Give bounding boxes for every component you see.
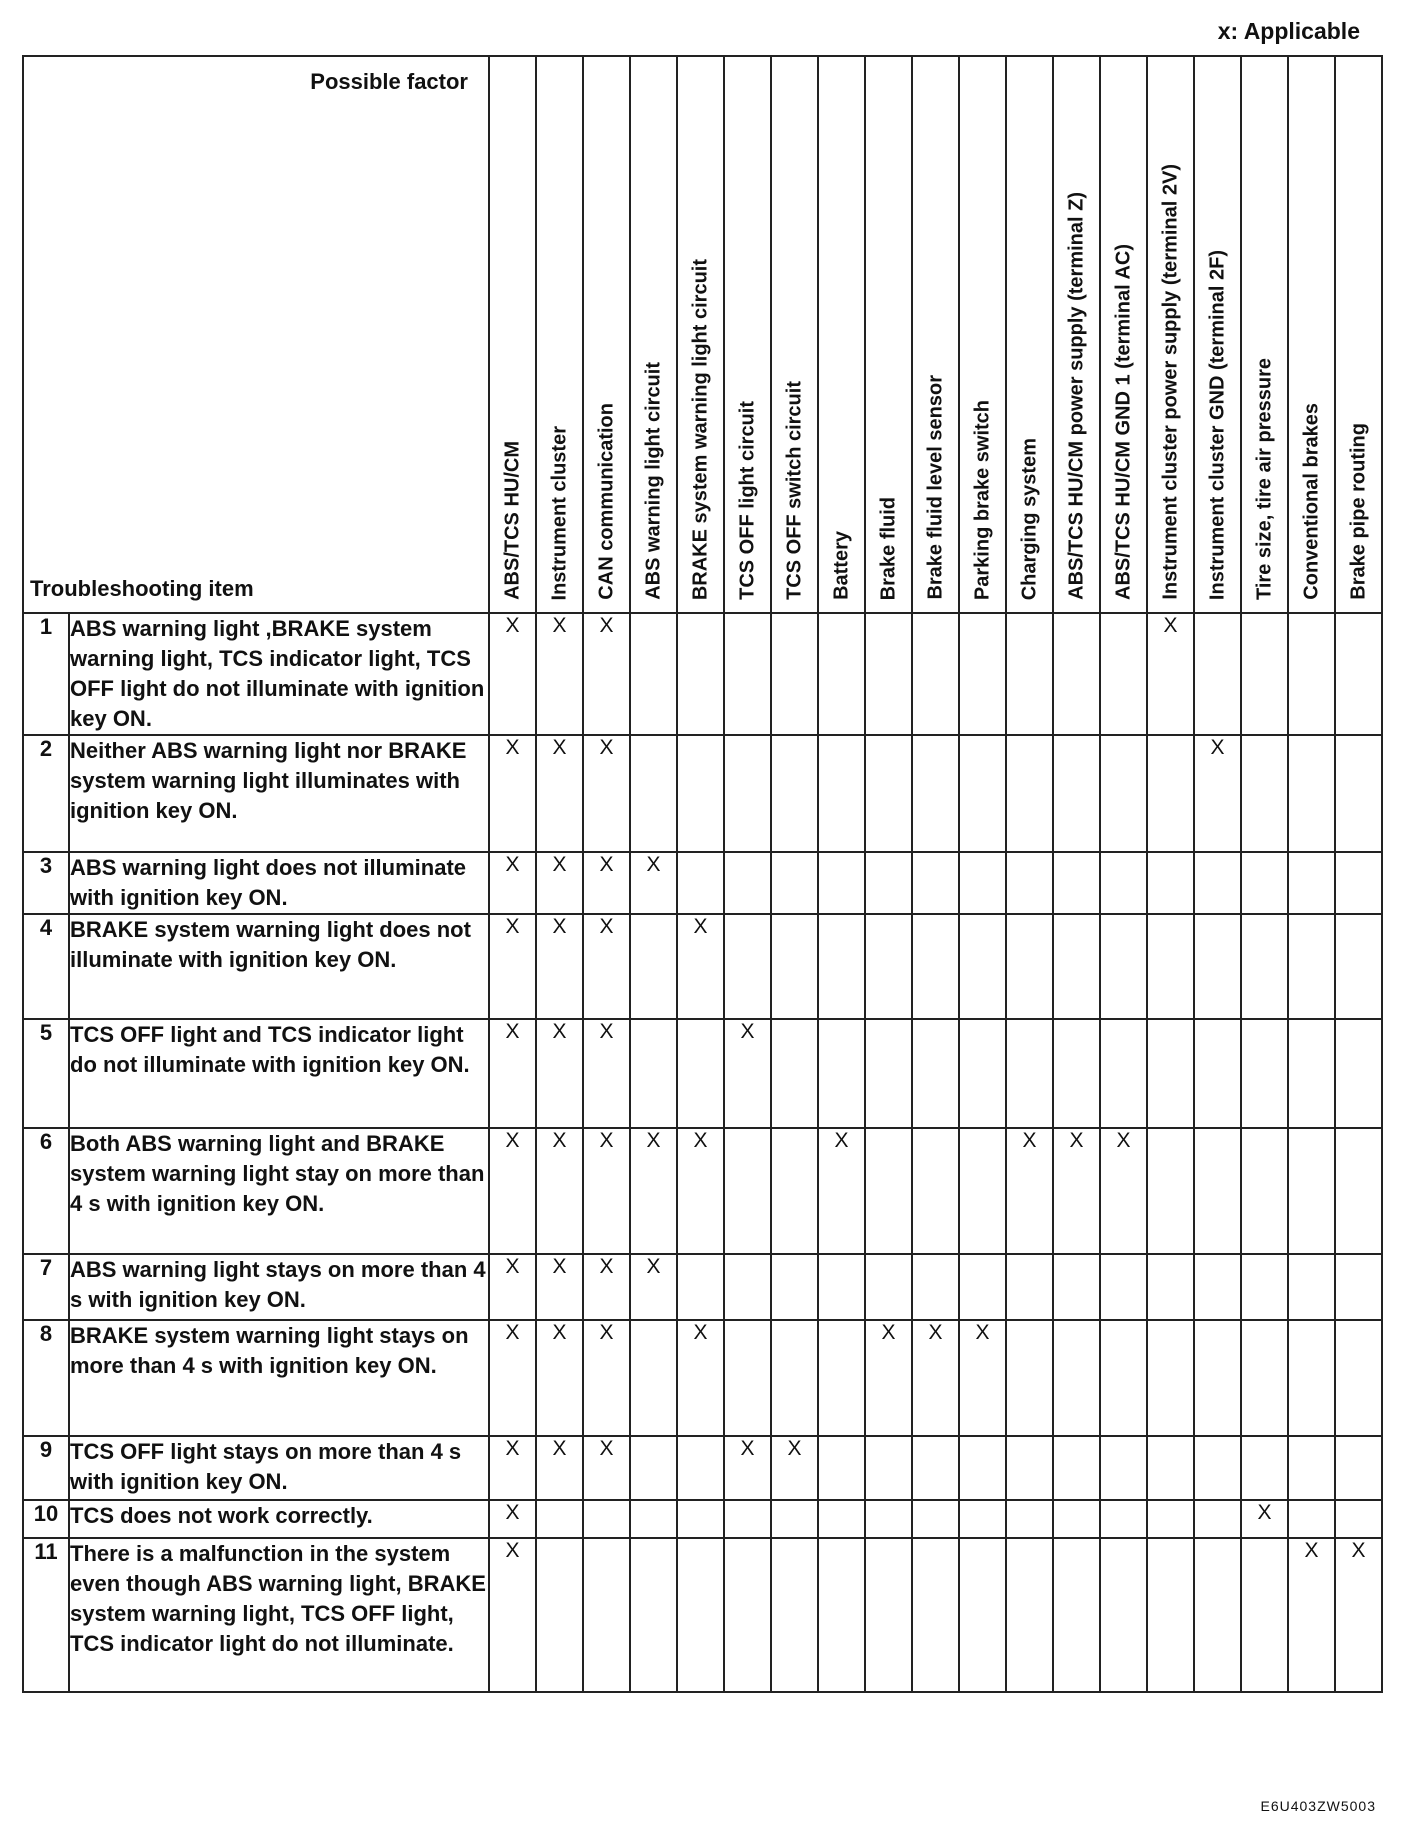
empty-cell <box>724 1500 771 1538</box>
empty-cell <box>1194 1128 1241 1254</box>
empty-cell <box>630 914 677 1019</box>
empty-cell <box>1194 1538 1241 1692</box>
empty-cell <box>865 1128 912 1254</box>
applicable-mark: X <box>959 1320 1006 1436</box>
empty-cell <box>818 1019 865 1128</box>
factor-header <box>1288 56 1335 613</box>
empty-cell <box>1335 1500 1382 1538</box>
empty-cell <box>818 1436 865 1500</box>
empty-cell <box>536 1500 583 1538</box>
empty-cell <box>818 1320 865 1436</box>
factor-label: CAN communication <box>595 403 617 600</box>
empty-cell <box>1288 1320 1335 1436</box>
factor-header <box>1335 56 1382 613</box>
factor-header <box>1147 56 1194 613</box>
applicable-mark: X <box>583 1019 630 1128</box>
factor-label: ABS/TCS HU/CM GND 1 (terminal AC) <box>1112 244 1134 600</box>
empty-cell <box>677 1254 724 1320</box>
factor-label: Brake fluid <box>877 496 899 600</box>
empty-cell <box>912 852 959 914</box>
empty-cell <box>1241 1128 1288 1254</box>
applicable-mark: X <box>1335 1538 1382 1692</box>
empty-cell <box>677 1500 724 1538</box>
empty-cell <box>677 1538 724 1692</box>
empty-cell <box>1194 1320 1241 1436</box>
applicable-mark: X <box>1006 1128 1053 1254</box>
empty-cell <box>771 613 818 735</box>
factor-header <box>677 56 724 613</box>
applicable-mark: X <box>1100 1128 1147 1254</box>
empty-cell <box>865 914 912 1019</box>
applicable-mark: X <box>489 1320 536 1436</box>
empty-cell <box>771 735 818 852</box>
applicable-mark: X <box>583 735 630 852</box>
empty-cell <box>724 914 771 1019</box>
factor-header <box>583 56 630 613</box>
empty-cell <box>818 735 865 852</box>
empty-cell <box>1288 1436 1335 1500</box>
empty-cell <box>865 1019 912 1128</box>
empty-cell <box>865 852 912 914</box>
applicable-mark: X <box>724 1019 771 1128</box>
empty-cell <box>1147 735 1194 852</box>
symptom-text: Neither ABS warning light nor BRAKE system warning light illuminates with ignition key ON. <box>69 735 489 852</box>
empty-cell <box>818 613 865 735</box>
matrix-body <box>23 613 1382 1692</box>
row-number: 9 <box>23 1436 69 1500</box>
empty-cell <box>1241 1538 1288 1692</box>
factor-label: Tire size, tire air pressure <box>1253 358 1275 600</box>
factor-label: Conventional brakes <box>1300 403 1322 600</box>
empty-cell <box>818 914 865 1019</box>
row-number: 8 <box>23 1320 69 1436</box>
empty-cell <box>1288 1019 1335 1128</box>
empty-cell <box>724 613 771 735</box>
empty-cell <box>865 1500 912 1538</box>
empty-cell <box>818 1538 865 1692</box>
empty-cell <box>959 1128 1006 1254</box>
applicable-mark: X <box>724 1436 771 1500</box>
table-row <box>23 1538 1382 1692</box>
figure-code: E6U403ZW5003 <box>1260 1798 1376 1814</box>
empty-cell <box>1335 852 1382 914</box>
empty-cell <box>865 1436 912 1500</box>
empty-cell <box>630 1320 677 1436</box>
empty-cell <box>1100 852 1147 914</box>
applicable-mark: X <box>677 1128 724 1254</box>
factor-header <box>818 56 865 613</box>
empty-cell <box>1100 1254 1147 1320</box>
troubleshooting-matrix <box>22 55 1383 1693</box>
empty-cell <box>771 1019 818 1128</box>
possible-factor-label: Possible factor <box>310 69 468 94</box>
empty-cell <box>1053 1320 1100 1436</box>
table-row <box>23 1320 1382 1436</box>
empty-cell <box>1100 1500 1147 1538</box>
row-number: 2 <box>23 735 69 852</box>
empty-cell <box>1147 1019 1194 1128</box>
empty-cell <box>865 1538 912 1692</box>
empty-cell <box>1147 1436 1194 1500</box>
empty-cell <box>1147 1128 1194 1254</box>
empty-cell <box>1194 1436 1241 1500</box>
empty-cell <box>1335 1320 1382 1436</box>
table-row <box>23 1128 1382 1254</box>
applicable-mark: X <box>630 852 677 914</box>
applicable-mark: X <box>536 914 583 1019</box>
empty-cell <box>959 735 1006 852</box>
factor-label: Charging system <box>1018 437 1040 600</box>
empty-cell <box>1241 852 1288 914</box>
applicable-mark: X <box>677 1320 724 1436</box>
empty-cell <box>1288 914 1335 1019</box>
applicable-mark: X <box>536 1436 583 1500</box>
empty-cell <box>912 1254 959 1320</box>
empty-cell <box>959 1500 1006 1538</box>
factor-header <box>1194 56 1241 613</box>
empty-cell <box>1006 852 1053 914</box>
symptom-text: Both ABS warning light and BRAKE system warning light stay on more than 4 s with ignition key ON. <box>69 1128 489 1254</box>
empty-cell <box>1053 852 1100 914</box>
empty-cell <box>912 1019 959 1128</box>
empty-cell <box>724 852 771 914</box>
empty-cell <box>959 852 1006 914</box>
applicable-mark: X <box>912 1320 959 1436</box>
empty-cell <box>1147 852 1194 914</box>
empty-cell <box>724 1320 771 1436</box>
empty-cell <box>959 1019 1006 1128</box>
empty-cell <box>1194 1500 1241 1538</box>
empty-cell <box>677 852 724 914</box>
factor-header <box>1006 56 1053 613</box>
empty-cell <box>1006 1019 1053 1128</box>
applicable-mark: X <box>489 852 536 914</box>
symptom-text: ABS warning light ,BRAKE system warning light, TCS indicator light, TCS OFF light do not illuminate with ignition key ON. <box>69 613 489 735</box>
empty-cell <box>865 1254 912 1320</box>
empty-cell <box>1006 1254 1053 1320</box>
applicable-mark: X <box>1147 613 1194 735</box>
empty-cell <box>1053 1538 1100 1692</box>
factor-header <box>959 56 1006 613</box>
symptom-text: There is a malfunction in the system even though ABS warning light, BRAKE system warning light, TCS OFF light, TCS indicator light do not illuminate. <box>69 1538 489 1692</box>
factor-label: ABS warning light circuit <box>642 362 664 600</box>
empty-cell <box>630 1538 677 1692</box>
factor-header <box>1100 56 1147 613</box>
applicable-mark: X <box>489 1436 536 1500</box>
factor-label: ABS/TCS HU/CM power supply (terminal Z) <box>1065 192 1087 600</box>
empty-cell <box>583 1538 630 1692</box>
factor-label: Parking brake switch <box>971 399 993 600</box>
row-number: 7 <box>23 1254 69 1320</box>
empty-cell <box>1100 914 1147 1019</box>
empty-cell <box>677 735 724 852</box>
applicable-mark: X <box>489 613 536 735</box>
empty-cell <box>1335 613 1382 735</box>
empty-cell <box>1241 1320 1288 1436</box>
factor-label: Brake fluid level sensor <box>924 375 946 600</box>
empty-cell <box>724 1538 771 1692</box>
applicable-mark: X <box>583 1436 630 1500</box>
applicable-mark: X <box>630 1128 677 1254</box>
empty-cell <box>1335 735 1382 852</box>
empty-cell <box>1100 1019 1147 1128</box>
empty-cell <box>1053 613 1100 735</box>
table-row <box>23 1019 1382 1128</box>
row-number: 3 <box>23 852 69 914</box>
empty-cell <box>1335 1254 1382 1320</box>
empty-cell <box>1006 1538 1053 1692</box>
empty-cell <box>818 1500 865 1538</box>
applicable-mark: X <box>1053 1128 1100 1254</box>
empty-cell <box>1147 1538 1194 1692</box>
factor-label: TCS OFF switch circuit <box>783 381 805 600</box>
empty-cell <box>959 1436 1006 1500</box>
empty-cell <box>1194 914 1241 1019</box>
applicable-mark: X <box>1288 1538 1335 1692</box>
empty-cell <box>1194 852 1241 914</box>
factor-header <box>1241 56 1288 613</box>
symptom-text: BRAKE system warning light stays on more than 4 s with ignition key ON. <box>69 1320 489 1436</box>
empty-cell <box>1241 613 1288 735</box>
table-row <box>23 1500 1382 1538</box>
factor-label: Brake pipe routing <box>1347 423 1369 600</box>
empty-cell <box>1335 1019 1382 1128</box>
header-row <box>23 56 1382 613</box>
table-row <box>23 613 1382 735</box>
factor-header <box>724 56 771 613</box>
applicable-mark: X <box>489 735 536 852</box>
applicable-mark: X <box>489 914 536 1019</box>
factor-header <box>912 56 959 613</box>
empty-cell <box>1006 914 1053 1019</box>
empty-cell <box>1288 613 1335 735</box>
empty-cell <box>630 735 677 852</box>
applicable-mark: X <box>489 1128 536 1254</box>
empty-cell <box>771 1538 818 1692</box>
empty-cell <box>1053 1500 1100 1538</box>
empty-cell <box>959 1254 1006 1320</box>
empty-cell <box>677 613 724 735</box>
empty-cell <box>677 1019 724 1128</box>
empty-cell <box>771 1128 818 1254</box>
empty-cell <box>865 613 912 735</box>
applicable-mark: X <box>489 1500 536 1538</box>
applicable-mark: X <box>536 735 583 852</box>
empty-cell <box>1100 735 1147 852</box>
empty-cell <box>1194 613 1241 735</box>
empty-cell <box>1288 735 1335 852</box>
applicable-mark: X <box>536 1320 583 1436</box>
table-row <box>23 914 1382 1019</box>
empty-cell <box>959 914 1006 1019</box>
empty-cell <box>1147 1320 1194 1436</box>
row-number: 1 <box>23 613 69 735</box>
empty-cell <box>1006 735 1053 852</box>
factor-label: Instrument cluster power supply (terminal 2V) <box>1159 164 1181 600</box>
empty-cell <box>536 1538 583 1692</box>
empty-cell <box>865 735 912 852</box>
applicable-legend: x: Applicable <box>1217 18 1360 44</box>
symptom-text: TCS OFF light stays on more than 4 s with ignition key ON. <box>69 1436 489 1500</box>
empty-cell <box>912 1128 959 1254</box>
empty-cell <box>771 1500 818 1538</box>
applicable-mark: X <box>1241 1500 1288 1538</box>
empty-cell <box>912 613 959 735</box>
empty-cell <box>1100 1320 1147 1436</box>
factor-label: Instrument cluster GND (terminal 2F) <box>1206 249 1228 600</box>
empty-cell <box>1241 1254 1288 1320</box>
empty-cell <box>1100 1436 1147 1500</box>
applicable-mark: X <box>536 1254 583 1320</box>
empty-cell <box>771 1320 818 1436</box>
empty-cell <box>1147 914 1194 1019</box>
empty-cell <box>1288 1128 1335 1254</box>
factor-label: Instrument cluster <box>548 425 570 600</box>
empty-cell <box>1147 1254 1194 1320</box>
applicable-mark: X <box>536 1019 583 1128</box>
empty-cell <box>771 852 818 914</box>
row-number: 11 <box>23 1538 69 1692</box>
symptom-text: TCS does not work correctly. <box>69 1500 489 1538</box>
applicable-mark: X <box>583 852 630 914</box>
empty-cell <box>1241 914 1288 1019</box>
applicable-mark: X <box>677 914 724 1019</box>
empty-cell <box>1335 914 1382 1019</box>
factor-header <box>536 56 583 613</box>
empty-cell <box>1006 1320 1053 1436</box>
applicable-mark: X <box>536 1128 583 1254</box>
applicable-mark: X <box>583 914 630 1019</box>
empty-cell <box>912 1436 959 1500</box>
factor-label: ABS/TCS HU/CM <box>501 441 523 600</box>
applicable-mark: X <box>536 852 583 914</box>
empty-cell <box>677 1436 724 1500</box>
empty-cell <box>1100 613 1147 735</box>
empty-cell <box>1147 1500 1194 1538</box>
empty-cell <box>1288 852 1335 914</box>
table-row <box>23 1436 1382 1500</box>
factor-header <box>1053 56 1100 613</box>
empty-cell <box>1006 613 1053 735</box>
empty-cell <box>630 1436 677 1500</box>
empty-cell <box>771 1254 818 1320</box>
empty-cell <box>630 1500 677 1538</box>
applicable-mark: X <box>1194 735 1241 852</box>
empty-cell <box>959 1538 1006 1692</box>
empty-cell <box>912 735 959 852</box>
factor-header <box>865 56 912 613</box>
empty-cell <box>724 735 771 852</box>
empty-cell <box>1053 1254 1100 1320</box>
applicable-mark: X <box>536 613 583 735</box>
empty-cell <box>912 914 959 1019</box>
empty-cell <box>1335 1436 1382 1500</box>
empty-cell <box>1241 735 1288 852</box>
empty-cell <box>724 1128 771 1254</box>
empty-cell <box>1288 1254 1335 1320</box>
applicable-mark: X <box>818 1128 865 1254</box>
empty-cell <box>1194 1254 1241 1320</box>
applicable-mark: X <box>771 1436 818 1500</box>
factor-label: BRAKE system warning light circuit <box>689 258 711 600</box>
empty-cell <box>724 1254 771 1320</box>
applicable-mark: X <box>865 1320 912 1436</box>
empty-cell <box>959 613 1006 735</box>
row-number: 10 <box>23 1500 69 1538</box>
applicable-mark: X <box>583 1320 630 1436</box>
factor-header <box>489 56 536 613</box>
empty-cell <box>1006 1436 1053 1500</box>
empty-cell <box>912 1538 959 1692</box>
empty-cell <box>1006 1500 1053 1538</box>
empty-cell <box>1335 1128 1382 1254</box>
symptom-text: ABS warning light does not illuminate with ignition key ON. <box>69 852 489 914</box>
empty-cell <box>630 1019 677 1128</box>
table-row <box>23 852 1382 914</box>
applicable-mark: X <box>489 1019 536 1128</box>
factor-header <box>630 56 677 613</box>
factor-header <box>771 56 818 613</box>
empty-cell <box>583 1500 630 1538</box>
table-row <box>23 1254 1382 1320</box>
applicable-mark: X <box>489 1538 536 1692</box>
applicable-mark: X <box>583 613 630 735</box>
row-number: 5 <box>23 1019 69 1128</box>
empty-cell <box>1241 1019 1288 1128</box>
symptom-text: ABS warning light stays on more than 4 s with ignition key ON. <box>69 1254 489 1320</box>
empty-cell <box>1100 1538 1147 1692</box>
empty-cell <box>1053 1436 1100 1500</box>
table-row <box>23 735 1382 852</box>
applicable-mark: X <box>583 1254 630 1320</box>
empty-cell <box>1053 735 1100 852</box>
empty-cell <box>1194 1019 1241 1128</box>
symptom-text: BRAKE system warning light does not illuminate with ignition key ON. <box>69 914 489 1019</box>
empty-cell <box>912 1500 959 1538</box>
row-number: 6 <box>23 1128 69 1254</box>
empty-cell <box>630 613 677 735</box>
corner-header <box>23 56 489 613</box>
factor-label: TCS OFF light circuit <box>736 401 758 600</box>
applicable-mark: X <box>583 1128 630 1254</box>
symptom-text: TCS OFF light and TCS indicator light do not illuminate with ignition key ON. <box>69 1019 489 1128</box>
applicable-mark: X <box>630 1254 677 1320</box>
row-number: 4 <box>23 914 69 1019</box>
troubleshooting-item-label: Troubleshooting item <box>30 576 254 601</box>
empty-cell <box>771 914 818 1019</box>
factor-label: Battery <box>830 531 852 600</box>
empty-cell <box>818 852 865 914</box>
empty-cell <box>1053 1019 1100 1128</box>
empty-cell <box>1288 1500 1335 1538</box>
applicable-mark: X <box>489 1254 536 1320</box>
empty-cell <box>1053 914 1100 1019</box>
empty-cell <box>818 1254 865 1320</box>
empty-cell <box>1241 1436 1288 1500</box>
